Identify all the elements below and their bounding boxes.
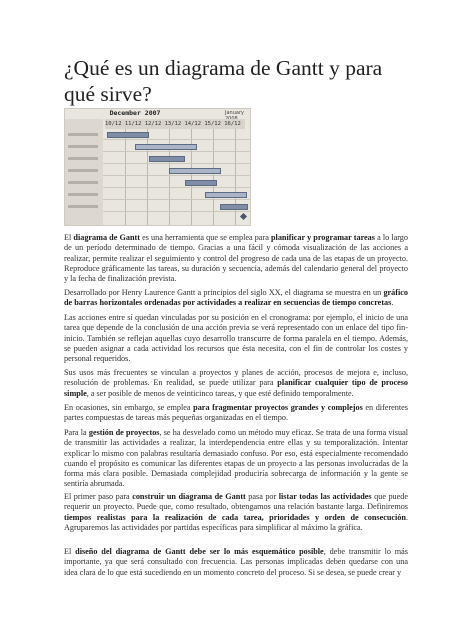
paragraph-links <box>64 313 408 364</box>
gantt-bar <box>205 192 247 198</box>
text: en diferentes partes compuestas de tareas más pequeñas organizadas en el tiempo. <box>64 403 408 423</box>
paragraph-first-step <box>64 492 408 533</box>
paragraph-fragment <box>64 403 408 424</box>
text-bold: diagrama de Gantt <box>73 233 140 242</box>
paragraph-history <box>64 288 408 309</box>
text: es una herramienta que se emplea para <box>139 233 271 242</box>
gantt-task-label <box>68 205 98 208</box>
text: Sus usos más frecuentes se vinculan a proyectos y planes de acción, procesos de mejora e, incluso, resolución de problemas. En realidad, se puede utilizar para <box>64 368 408 388</box>
paragraph-management <box>64 428 408 490</box>
gantt-task-label <box>68 169 98 172</box>
text: Las acciones entre sí quedan vinculadas por su posición en el cronograma: por ejemplo, el inicio de una tarea que depende de la conclusión de una acción previa se verá representado con un enlace del tipo fin-inicio. También se reflejan aquellas cuyo desarrollo transcurre de forma paralela en el tiempo. Además, se pueden asignar a cada actividad los recursos que ésta necesita, con el fin de controlar los costes y personal requeridos. <box>64 313 408 364</box>
gantt-row-line <box>103 187 250 188</box>
gantt-row-line <box>103 163 250 164</box>
gantt-bar <box>220 204 248 210</box>
gantt-day-headers: 10/12 11/12 12/12 13/12 14/12 15/12 16/12 <box>105 119 245 129</box>
text: que puede requerir un proyecto. Puede que, como resultado, obtengamos una relación bastante larga. Definiremos <box>64 492 408 512</box>
text: . <box>391 298 394 308</box>
gantt-bar <box>169 168 221 174</box>
gantt-task-label <box>68 133 98 136</box>
gantt-month-label: December 2007 <box>109 109 161 117</box>
text: , debe transmitir lo más importante, ya que será consultado con frecuencia. Las personas implicadas deben quedarse con una idea clara de lo que está sucediendo en un momento concreto del proceso. Si se desea, se puede crear y <box>64 547 408 577</box>
text-bold: listar todas las actividades <box>278 492 372 501</box>
gantt-row-line <box>103 151 250 152</box>
text: El <box>64 547 76 556</box>
text: El primer paso para <box>64 492 133 501</box>
gantt-bar <box>135 144 197 150</box>
gantt-row-line <box>103 175 250 176</box>
text-bold: gestión de proyectos <box>88 428 160 437</box>
text: , a ser posible de menos de veinticinco tareas, y que esté definido temporalmente. <box>86 388 354 398</box>
gantt-row-line <box>103 211 250 212</box>
paragraph-design <box>64 547 408 578</box>
text: El <box>64 233 74 242</box>
gantt-task-label <box>68 193 98 196</box>
gantt-row-line <box>103 139 250 140</box>
paragraph-uses <box>64 368 408 399</box>
gantt-bar <box>107 132 149 138</box>
gantt-bar <box>185 180 217 186</box>
text-bold: gráfico de barras horizontales ordenadas por actividades a realizar en secuencias de tiempo concretas <box>64 288 408 308</box>
text-bold: construir un diagrama de Gantt <box>132 492 246 501</box>
text: Para la <box>64 428 89 437</box>
text: En ocasiones, sin embargo, se emplea <box>64 403 194 412</box>
gantt-task-label <box>68 145 98 148</box>
text: Desarrollado por Henry Laurence Gantt a principios del siglo XX, el diagrama se muestra en un <box>64 288 384 297</box>
text-bold: diseño del diagrama de Gantt debe ser lo más esquemático posible <box>75 547 324 556</box>
gantt-month-label-2: January <box>225 110 244 116</box>
text-bold: para fragmentar proyectos grandes y complejos <box>193 403 363 412</box>
text: pasa por <box>245 492 279 501</box>
gantt-task-label <box>68 181 98 184</box>
text: a lo largo de un período determinado de tiempo. Gracias a una fácil y cómoda visualización de las acciones a realizar, permite realizar el seguimiento y control del progreso de cada una de las etapas de un proyecto. Reproduce gráficamente las tareas, su duración y secuencia, además del calendario general del proyecto y la fecha de finalización prevista. <box>64 233 408 284</box>
gantt-milestone-icon <box>240 213 247 220</box>
text-bold: tiempos realistas para la realización de cada tarea, prioridades y orden de consecución <box>64 512 406 522</box>
gantt-chart-image <box>64 108 251 226</box>
text-bold: planificar cualquier tipo de proceso simple <box>64 378 408 398</box>
page-title: ¿Qué es un diagrama de Gantt y para qué sirve? <box>64 56 383 106</box>
text: , se ha desvelado como un método muy eficaz. Se trata de una forma visual de transmitir las actividades a realizar, la interdependencia entre ellas y su temporalización. Intentar explicar lo mismo con palabras resultaría demasiado confuso. Por eso, está especialmente recomendado cuando el propósito es comunicar las diferentes etapas de un proyecto a las personas involucradas de la forma más clara posible. Demasiada complejidad produciría sobrecarga de información y la gente se sentiría abrumada. <box>64 428 408 489</box>
text: . Agruparemos las actividades por partidas específicas para simplificar al máximo la gráfica. <box>64 512 408 532</box>
gantt-bar <box>149 156 185 162</box>
gantt-row-line <box>103 199 250 200</box>
text-bold: planificar y programar tareas <box>270 233 375 242</box>
paragraph-intro <box>64 233 408 284</box>
gantt-task-label <box>68 157 98 160</box>
